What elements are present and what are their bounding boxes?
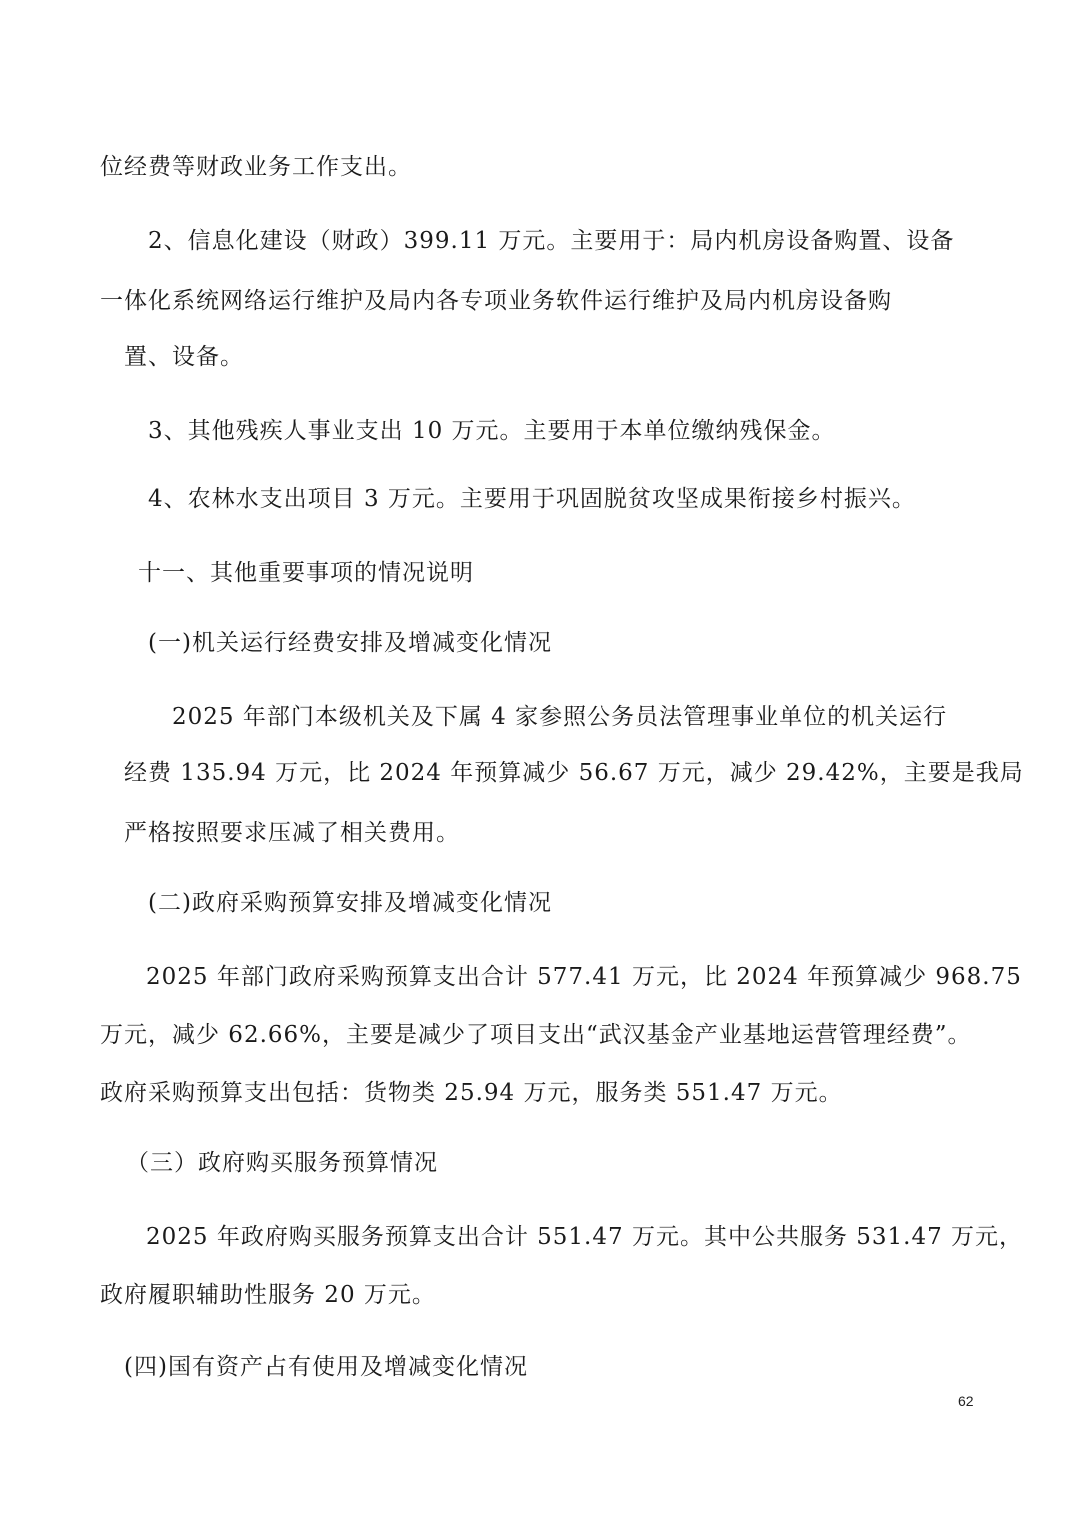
subsection-heading: (一)机关运行经费安排及增减变化情况 xyxy=(148,630,552,656)
text-line: 置、设备。 xyxy=(124,344,244,370)
text-line: 政府履职辅助性服务 20 万元。 xyxy=(100,1282,436,1308)
page-number: 62 xyxy=(958,1393,974,1409)
subsection-heading: (四)国有资产占有使用及增减变化情况 xyxy=(124,1354,528,1380)
text-line: 2025 年部门本级机关及下属 4 家参照公务员法管理事业单位的机关运行 xyxy=(172,704,948,730)
subsection-heading: （三）政府购买服务预算情况 xyxy=(126,1150,438,1176)
text-line: 2、信息化建设（财政）399.11 万元。主要用于：局内机房设备购置、设备 xyxy=(148,228,955,254)
text-line: 位经费等财政业务工作支出。 xyxy=(100,154,412,180)
text-line: 2025 年政府购买服务预算支出合计 551.47 万元。其中公共服务 531.47 万元， xyxy=(146,1224,1024,1250)
text-line: 一体化系统网络运行维护及局内各专项业务软件运行维护及局内机房设备购 xyxy=(100,288,892,314)
section-heading: 十一、其他重要事项的情况说明 xyxy=(138,560,474,586)
subsection-heading: (二)政府采购预算安排及增减变化情况 xyxy=(148,890,552,916)
text-line: 2025 年部门政府采购预算支出合计 577.41 万元，比 2024 年预算减少 968.75 xyxy=(146,964,1022,990)
text-line: 万元，减少 62.66%，主要是减少了项目支出“武汉基金产业基地运营管理经费”。 xyxy=(100,1022,972,1048)
text-line: 经费 135.94 万元，比 2024 年预算减少 56.67 万元，减少 29.42%，主要是我局 xyxy=(124,760,1024,786)
text-line: 政府采购预算支出包括：货物类 25.94 万元，服务类 551.47 万元。 xyxy=(100,1080,843,1106)
text-line: 严格按照要求压减了相关费用。 xyxy=(124,820,460,846)
text-line: 3、其他残疾人事业支出 10 万元。主要用于本单位缴纳残保金。 xyxy=(148,418,836,444)
text-line: 4、农林水支出项目 3 万元。主要用于巩固脱贫攻坚成果衔接乡村振兴。 xyxy=(148,486,916,512)
